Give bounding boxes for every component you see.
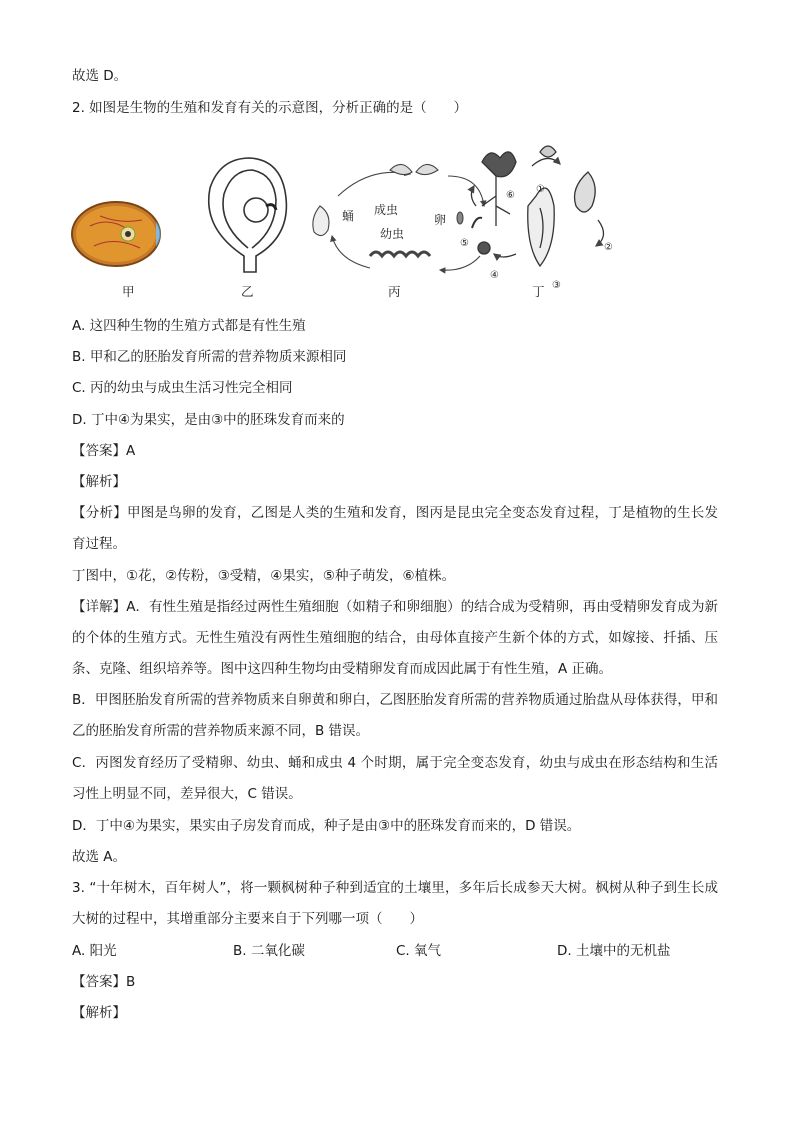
q2-detail-c: C．丙图发育经历了受精卵、幼虫、蛹和成虫 4 个时期，属于完全变态发育，幼虫与成虫在形态结构和生活习性上明显不同，差异很大，C 错误。 bbox=[72, 755, 718, 802]
label-egg: 卵 bbox=[434, 213, 447, 227]
number-6: ⑥ bbox=[506, 190, 515, 201]
q3-option-a: A. 阳光 bbox=[72, 943, 117, 959]
q2-fenxi: 【分析】甲图是鸟卵的发育，乙图是人类的生殖和发育，图丙是昆虫完全变态发育过程，丁是植物的生长发育过程。 bbox=[72, 505, 718, 552]
q2-conclusion: 故选 A。 bbox=[72, 849, 127, 865]
q2-detail-d: D．丁中④为果实，果实由子房发育而成，种子是由③中的胚珠发育而来的，D 错误。 bbox=[72, 818, 581, 834]
caption-jia: 甲 bbox=[122, 284, 135, 299]
question-2-stem: 2. 如图是生物的生殖和发育有关的示意图，分析正确的是（ ） bbox=[72, 100, 468, 116]
q2-detail-b: B．甲图胚胎发育所需的营养物质来自卵黄和卵白，乙图胚胎发育所需的营养物质通过胎盘从母体获得，甲和乙的胚胎发育所需的营养物质来源不同，B 错误。 bbox=[72, 692, 718, 739]
number-4: ④ bbox=[490, 270, 499, 281]
previous-answer-conclusion: 故选 D。 bbox=[72, 68, 128, 84]
q2-option-d: D. 丁中④为果实，是由③中的胚珠发育而来的 bbox=[72, 412, 345, 428]
question-3-stem: 3. “十年树木，百年树人”，将一颗枫树种子种到适宜的土壤里，多年后长成参天大树。枫树从种子到生长成大树的过程中，其增重部分主要来自于下列哪一项（ ） bbox=[72, 880, 718, 927]
q2-detail-a: 【详解】A．有性生殖是指经过两性生殖细胞（如精子和卵细胞）的结合成为受精卵，再由受精卵发育成为新的个体的生殖方式。无性生殖没有两性生殖细胞的结合，由母体直接产生新个体的方式，如嫁接、扦插、压条、克隆、组织培养等。图中这四种生物均由受精卵发育而成因此属于有性生殖，A 正确。 bbox=[72, 599, 718, 677]
q3-answer: 【答案】B bbox=[72, 974, 136, 990]
q3-option-c: C. 氧气 bbox=[396, 943, 442, 959]
plant-lifecycle-figure bbox=[471, 146, 603, 266]
insect-lifecycle-figure bbox=[313, 164, 484, 270]
q2-ding-numbers: 丁图中，①花，②传粉，③受精，④果实，⑤种子萌发，⑥植株。 bbox=[72, 568, 456, 584]
number-2: ② bbox=[604, 242, 613, 253]
q2-option-c: C. 丙的幼虫与成虫生活习性完全相同 bbox=[72, 380, 293, 396]
caption-yi: 乙 bbox=[241, 284, 254, 299]
label-adult: 成虫 bbox=[374, 203, 399, 217]
q3-analysis-heading: 【解析】 bbox=[72, 1005, 126, 1021]
number-3: ③ bbox=[552, 280, 561, 291]
number-5: ⑤ bbox=[460, 238, 469, 249]
reproduction-diagram bbox=[70, 136, 630, 306]
caption-bing: 丙 bbox=[388, 284, 401, 299]
number-1: ① bbox=[536, 184, 545, 195]
label-larva: 幼虫 bbox=[380, 227, 405, 241]
q3-option-d: D. 土壤中的无机盐 bbox=[557, 943, 671, 959]
human-fetus-figure bbox=[209, 158, 287, 272]
q2-option-b: B. 甲和乙的胚胎发育所需的营养物质来源相同 bbox=[72, 349, 347, 365]
label-pupa: 蛹 bbox=[342, 209, 355, 223]
q2-answer: 【答案】A bbox=[72, 443, 136, 459]
q2-analysis-heading: 【解析】 bbox=[72, 474, 126, 490]
q2-option-a: A. 这四种生物的生殖方式都是有性生殖 bbox=[72, 318, 306, 334]
bird-egg-figure bbox=[72, 202, 160, 266]
q3-option-b: B. 二氧化碳 bbox=[233, 943, 305, 959]
caption-ding: 丁 bbox=[532, 284, 545, 299]
